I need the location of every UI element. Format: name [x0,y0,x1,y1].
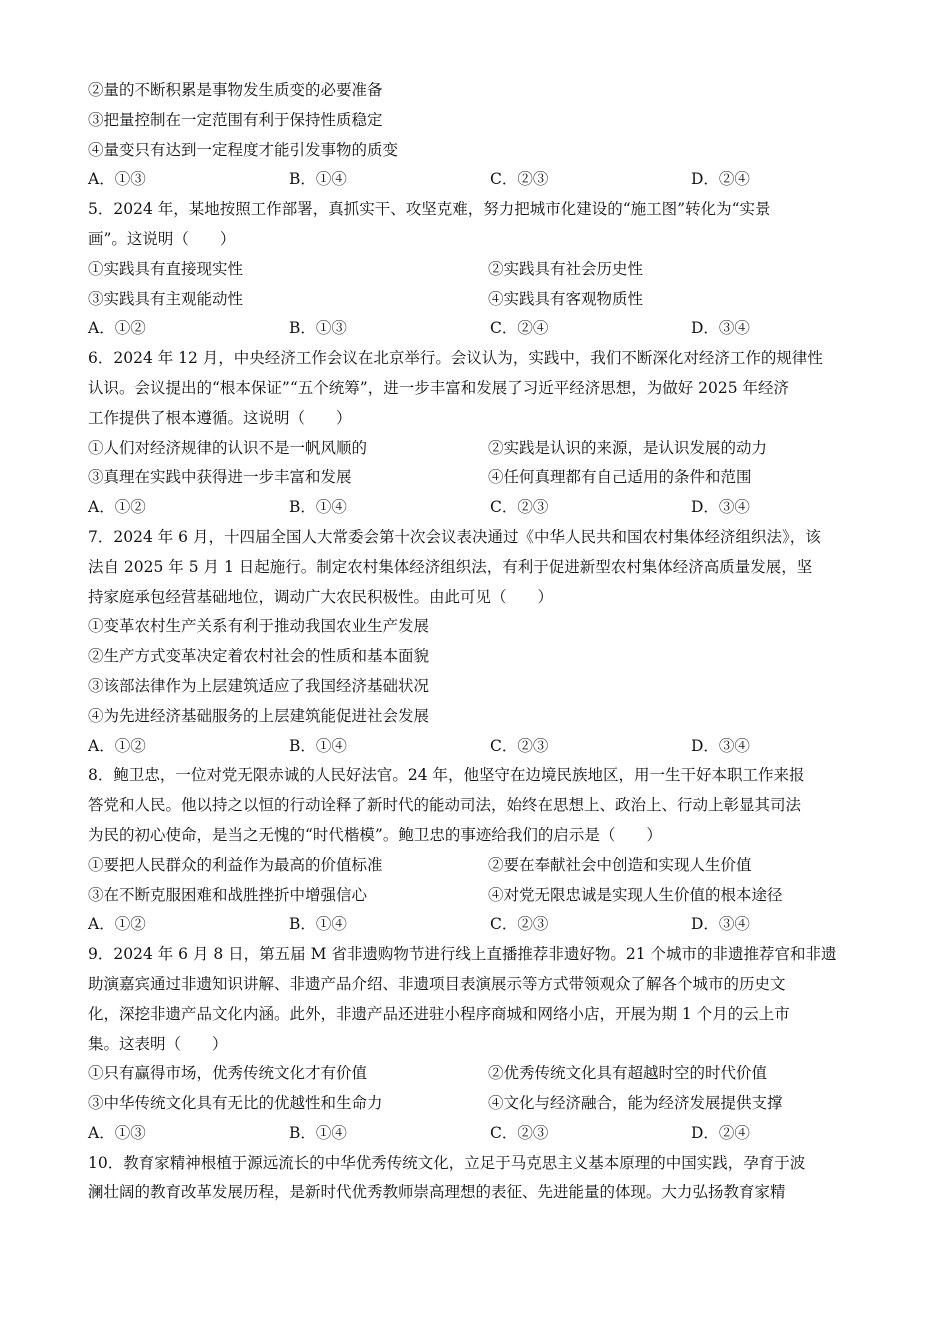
q10-stem-line: 10．教育家精神根植于源远流长的中华优秀传统文化，立足于马克思主义基本原理的中国实践，孕育于波 [88,1153,806,1172]
q10-stem-line: 澜壮阔的教育改革发展历程，是新时代优秀教师崇高理想的表征、先进能量的体现。大力弘扬教育家精 [88,1183,786,1202]
q6-choice-c[interactable]: C．②③ [490,498,549,517]
q6-choice-b[interactable]: B．①④ [289,498,347,517]
q6-option-3: ③真理在实践中获得进一步丰富和发展 [88,468,352,487]
q6-stem-line: 6．2024 年 12 月，中央经济工作会议在北京举行。会议认为，实践中，我们不断深化对经济工作的规律性 [88,349,823,368]
q8-stem-line: 为民的初心使命，是当之无愧的“时代楷模”。鲍卫忠的事迹给我们的启示是（ ） [88,825,662,844]
q5-options-row [88,255,866,285]
q8-stem-line: 答党和人民。他以持之以恒的行动诠释了新时代的能动司法，始终在思想上、政治上、行动上彰显其司法 [88,796,802,815]
q6-choices [88,493,866,523]
q5-choices [88,314,866,344]
q9-choice-c[interactable]: C．②③ [490,1123,549,1142]
q9-option-3: ③中华传统文化具有无比的优越性和生命力 [88,1094,383,1113]
q4-choice-a[interactable]: A．①③ [88,170,146,189]
q8-choice-b[interactable]: B．①④ [289,915,347,934]
q5-choice-a[interactable]: A．①② [88,319,146,338]
q8-options-row [88,881,866,911]
q7-item-2: ②生产方式变革决定着农村社会的性质和基本面貌 [88,647,430,666]
q4-item-4: ④量变只有达到一定程度才能引发事物的质变 [88,140,399,159]
q5-stem-line: 5．2024 年，某地按照工作部署，真抓实干、攻坚克难，努力把城市化建设的“施工图”转化为“实景 [88,200,771,219]
question-5 [88,195,866,344]
q6-stem-line: 认识。会议提出的“根本保证”“五个统筹”，进一步丰富和发展了习近平经济思想，为做好 2025 年经济 [88,378,789,397]
q9-options-row [88,1089,866,1119]
q6-options-row [88,434,866,464]
q9-option-4: ④文化与经济融合，能为经济发展提供支撑 [488,1094,783,1113]
q7-choice-a[interactable]: A．①② [88,736,146,755]
q8-option-1: ①要把人民群众的利益作为最高的价值标准 [88,855,383,874]
q8-stem-line: 8．鲍卫忠，一位对党无限赤诚的人民好法官。24 年，他坚守在边境民族地区，用一生干好本职工作来报 [88,766,805,785]
q9-choice-b[interactable]: B．①④ [289,1123,347,1142]
q9-stem-line: 9．2024 年 6 月 8 日，第五届 M 省非遗购物节进行线上直播推荐非遗好物。21 个城市的非遗推荐官和非遗 [88,945,837,964]
q5-option-1: ①实践具有直接现实性 [88,259,244,278]
q9-stem-line: 集。这表明（ ） [88,1034,228,1053]
q7-stem-line: 7．2024 年 6 月，十四届全国人大常委会第十次会议表决通过《中华人民共和国农村集体经济组织法》，该 [88,527,821,546]
q5-options-row [88,285,866,315]
q5-option-4: ④实践具有客观物质性 [488,289,644,308]
question-10 [88,1149,866,1209]
q9-option-1: ①只有赢得市场，优秀传统文化才有价值 [88,1064,368,1083]
q8-option-2: ②要在奉献社会中创造和实现人生价值 [488,855,752,874]
q5-stem-line: 画”。这说明（ ） [88,229,236,248]
q8-choice-c[interactable]: C．②③ [490,915,549,934]
question-8 [88,761,866,940]
q6-options-row [88,463,866,493]
q7-stem-line: 持家庭承包经营基础地位，调动广大农民积极性。由此可见（ ） [88,587,554,606]
q6-choice-d[interactable]: D．③④ [691,498,750,517]
q8-choice-a[interactable]: A．①② [88,915,146,934]
q8-choices [88,910,866,940]
q7-item-3: ③该部法律作为上层建筑适应了我国经济基础状况 [88,676,430,695]
q7-stem-line: 法自 2025 年 5 月 1 日起施行。制定农村集体经济组织法，有利于促进新型农村集体经济高质量发展，坚 [88,557,813,576]
exam-page [88,76,866,1208]
q5-option-3: ③实践具有主观能动性 [88,289,244,308]
q4-item-3: ③把量控制在一定范围有利于保持性质稳定 [88,110,383,129]
q9-stem-line: 化，深挖非遗产品文化内涵。此外，非遗产品还进驻小程序商城和网络小店，开展为期 1 个月的云上市 [88,1004,790,1023]
q9-choice-d[interactable]: D．②④ [691,1123,750,1142]
q7-choice-d[interactable]: D．③④ [691,736,750,755]
q4-choice-d[interactable]: D．②④ [691,170,750,189]
q6-option-2: ②实践是认识的来源，是认识发展的动力 [488,438,768,457]
q5-choice-c[interactable]: C．②④ [490,319,549,338]
q5-choice-b[interactable]: B．①③ [289,319,347,338]
question-4-tail [88,76,866,195]
q6-stem-line: 工作提供了根本遵循。这说明（ ） [88,408,352,427]
q5-choice-d[interactable]: D．③④ [691,319,750,338]
q7-choice-c[interactable]: C．②③ [490,736,549,755]
q4-choice-c[interactable]: C．②③ [490,170,549,189]
q8-choice-d[interactable]: D．③④ [691,915,750,934]
q7-choice-b[interactable]: B．①④ [289,736,347,755]
q9-options-row [88,1059,866,1089]
q7-item-1: ①变革农村生产关系有利于推动我国农业生产发展 [88,617,430,636]
question-7 [88,523,866,761]
q6-choice-a[interactable]: A．①② [88,498,146,517]
q8-options-row [88,851,866,881]
q5-option-2: ②实践具有社会历史性 [488,259,644,278]
q9-stem-line: 助演嘉宾通过非遗知识讲解、非遗产品介绍、非遗项目表演展示等方式带领观众了解各个城市的历史文 [88,974,786,993]
q6-option-1: ①人们对经济规律的认识不是一帆风顺的 [88,438,368,457]
q9-choices [88,1119,866,1149]
q8-option-3: ③在不断克服困难和战胜挫折中增强信心 [88,885,368,904]
q4-item-2: ②量的不断积累是事物发生质变的必要准备 [88,81,383,99]
q9-choice-a[interactable]: A．①③ [88,1123,146,1142]
q8-option-4: ④对党无限忠诚是实现人生价值的根本途径 [488,885,783,904]
q9-option-2: ②优秀传统文化具有超越时空的时代价值 [488,1064,768,1083]
q4-choices [88,165,866,195]
q7-item-4: ④为先进经济基础服务的上层建筑能促进社会发展 [88,706,430,725]
q6-option-4: ④任何真理都有自己适用的条件和范围 [488,468,752,487]
q7-choices [88,732,866,762]
question-9 [88,940,866,1149]
q4-choice-b[interactable]: B．①④ [289,170,347,189]
question-6 [88,344,866,523]
